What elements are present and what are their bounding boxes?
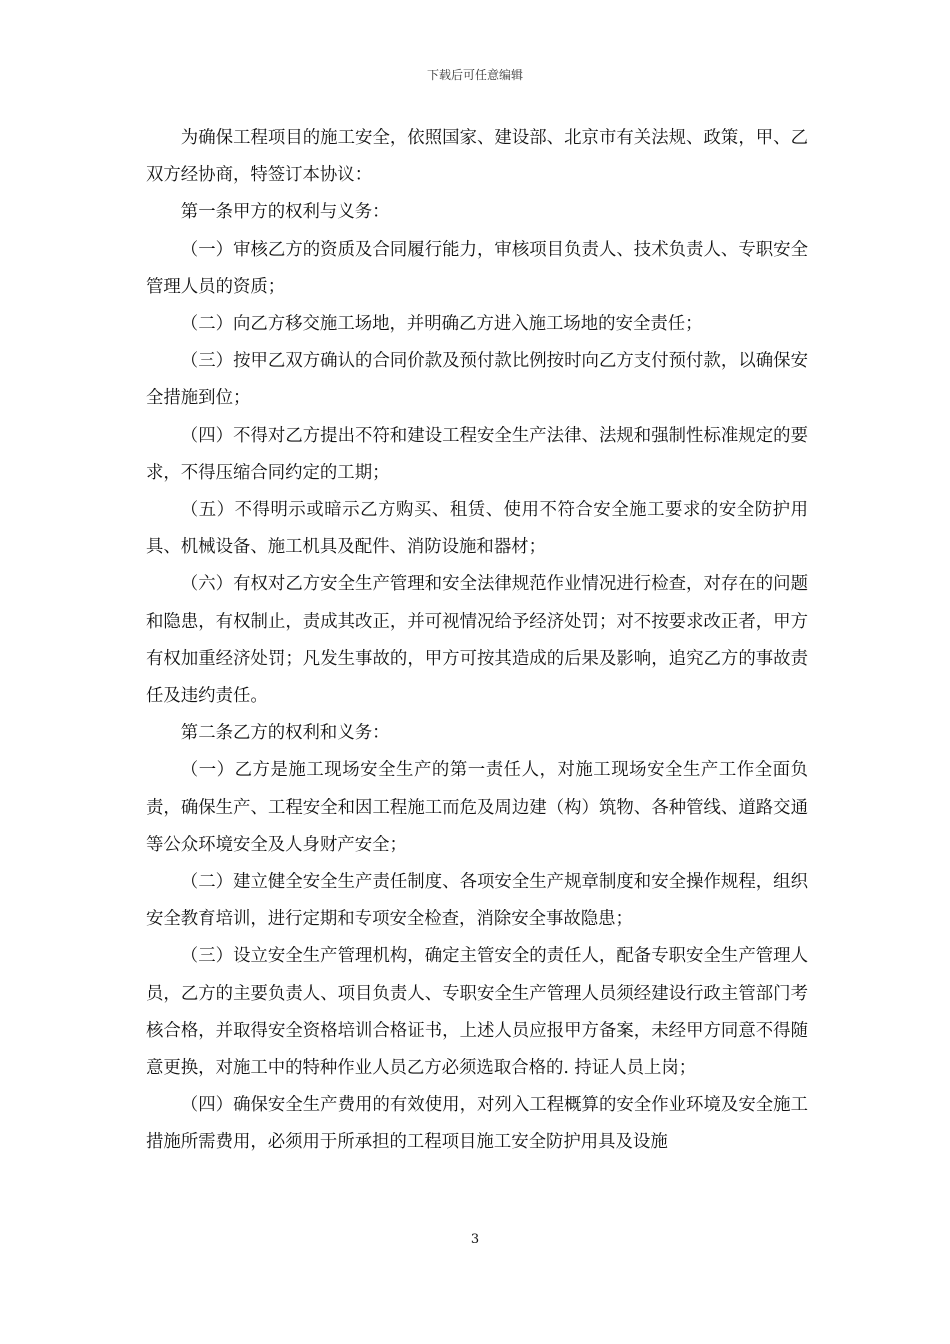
paragraph-article-2-item-4: （四）确保安全生产费用的有效使用，对列入工程概算的安全作业环境及安全施工措施所需费用，必须用于所承担的工程项目施工安全防护用具及设施 <box>146 1095 808 1153</box>
page-number: 3 <box>470 1232 480 1247</box>
paragraph-article-1-item-2: （二）向乙方移交施工场地，并明确乙方进入施工场地的安全责任； <box>180 314 703 335</box>
document-body <box>146 120 808 1162</box>
paragraph-article-1-item-3: （三）按甲乙双方确认的合同价款及预付款比例按时向乙方支付预付款，以确保安全措施到位； <box>146 351 808 409</box>
paragraph-article-1-item-5: （五）不得明示或暗示乙方购买、租赁、使用不符合安全施工要求的安全防护用具、机械设备、施工机具及配件、消防设施和器材； <box>146 500 808 558</box>
paragraph-article-2-title: 第二条乙方的权利和义务： <box>180 723 390 744</box>
paragraph-article-2-item-2: （二）建立健全安全生产责任制度、各项安全生产规章制度和安全操作规程，组织安全教育培训，进行定期和专项安全检查，消除安全事故隐患； <box>146 872 808 930</box>
paragraph-article-1-item-4: （四）不得对乙方提出不符和建设工程安全生产法律、法规和强制性标准规定的要求，不得压缩合同约定的工期； <box>146 425 808 483</box>
paragraph-article-2-item-3: （三）设立安全生产管理机构，确定主管安全的责任人，配备专职安全生产管理人员，乙方的主要负责人、项目负责人、专职安全生产管理人员须经建设行政主管部门考核合格，并取得安全资格培训合格证书，上述人员应报甲方备案，未经甲方同意不得随意更换，对施工中的特种作业人员乙方必须选取合格的. 持证人员上岗； <box>146 946 808 1079</box>
paragraph-intro: 为确保工程项目的施工安全，依照国家、建设部、北京市有关法规、政策，甲、乙双方经协商，特签订本协议： <box>146 128 808 186</box>
paragraph-article-1-item-6: （六）有权对乙方安全生产管理和安全法律规范作业情况进行检查，对存在的问题和隐患，有权制止，责成其改正，并可视情况给予经济处罚；对不按要求改正者，甲方有权加重经济处罚；凡发生事故的，甲方可按其造成的后果及影响，追究乙方的事故责任及违约责任。 <box>146 574 808 707</box>
page-header: 下载后可任意编辑 <box>426 68 523 82</box>
paragraph-article-2-item-1: （一）乙方是施工现场安全生产的第一责任人，对施工现场安全生产工作全面负责，确保生产、工程安全和因工程施工而危及周边建（构）筑物、各种管线、道路交通等公众环境安全及人身财产安全； <box>146 760 808 855</box>
paragraph-article-1-item-1: （一）审核乙方的资质及合同履行能力，审核项目负责人、技术负责人、专职安全管理人员的资质； <box>146 239 808 297</box>
paragraph-article-1-title: 第一条甲方的权利与义务： <box>180 202 390 223</box>
